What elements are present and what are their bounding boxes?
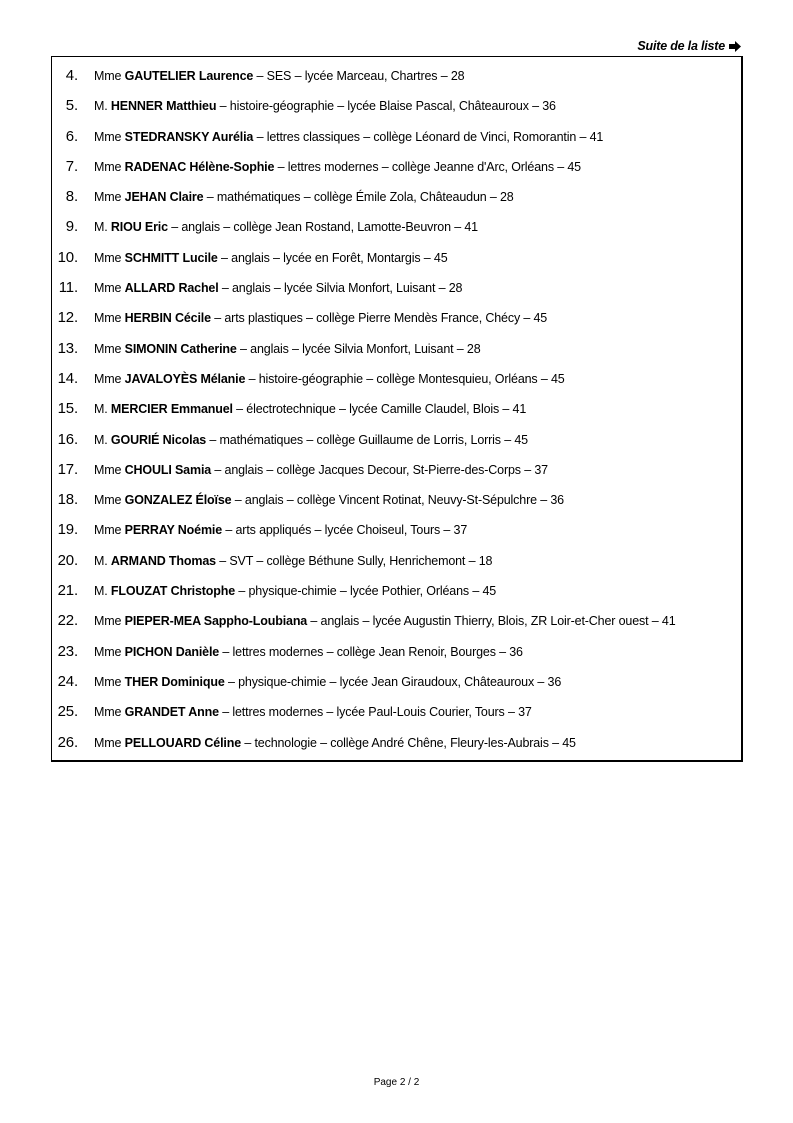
item-number: 8.: [65, 188, 78, 206]
person-details: – arts plastiques – collège Pierre Mendès France, Chécy – 45: [210, 311, 548, 326]
person-name: JEHAN Claire: [124, 190, 204, 205]
list-item: [52, 99, 741, 129]
continued-text: Suite de la liste: [637, 39, 725, 53]
item-entry: [94, 614, 676, 628]
item-number: 18.: [57, 491, 78, 509]
list-item: [52, 220, 741, 250]
person-name: RADENAC Hélène-Sophie: [124, 159, 275, 174]
item-number: 4.: [65, 67, 78, 84]
person-details: – mathématiques – collège Émile Zola, Châteaudun – 28: [203, 190, 514, 205]
item-number: 13.: [57, 339, 78, 357]
person-name: HENNER Matthieu: [110, 99, 217, 114]
item-entry: [94, 220, 478, 234]
person-details: – anglais – collège Jacques Decour, St-Pierre-des-Corps – 37: [211, 462, 548, 477]
person-details: – électrotechnique – lycée Camille Claudel, Blois – 41: [232, 402, 527, 417]
item-number: 19.: [57, 521, 78, 539]
list-item: [52, 705, 741, 735]
person-details: – histoire-géographie – collège Montesquieu, Orléans – 45: [245, 371, 565, 386]
item-entry: [94, 493, 564, 507]
list-box: [51, 56, 743, 762]
person-details: – anglais – collège Vincent Rotinat, Neuvy-St-Sépulchre – 36: [231, 493, 564, 508]
person-details: – mathématiques – collège Guillaume de Lorris, Lorris – 45: [206, 432, 528, 447]
person-details: – anglais – lycée en Forêt, Montargis – 45: [217, 250, 448, 265]
person-title: M.: [94, 553, 108, 568]
person-name: PIEPER-MEA Sappho-Loubiana: [124, 614, 308, 629]
list-item: [52, 281, 741, 311]
item-entry: [94, 523, 467, 537]
person-title: Mme: [94, 705, 122, 720]
item-number: 21.: [57, 582, 78, 600]
item-number: 16.: [57, 430, 78, 448]
list-item: [52, 248, 741, 281]
list-item: [52, 614, 741, 644]
item-number: 9.: [65, 218, 78, 236]
person-title: M.: [94, 402, 108, 417]
list-item: [52, 430, 741, 463]
item-number: 22.: [57, 612, 78, 630]
person-details: – arts appliqués – lycée Choiseul, Tours – 37: [222, 523, 468, 538]
list-item: [52, 523, 741, 553]
person-name: PELLOUARD Céline: [124, 735, 242, 750]
person-title: Mme: [94, 674, 122, 689]
item-entry: [94, 463, 548, 477]
person-name: THER Dominique: [124, 674, 225, 689]
item-entry: [94, 311, 547, 325]
person-details: – lettres modernes – collège Jeanne d'Arc, Orléans – 45: [274, 159, 581, 174]
person-title: Mme: [94, 311, 122, 326]
item-entry: [94, 402, 526, 416]
person-details: – anglais – lycée Silvia Monfort, Luisant – 28: [236, 341, 481, 356]
appointee-list: [52, 69, 741, 766]
list-item: [52, 311, 741, 341]
list-item: [52, 642, 741, 675]
person-name: CHOULI Samia: [124, 462, 212, 477]
person-details: – physique-chimie – lycée Jean Giraudoux, Châteauroux – 36: [224, 674, 562, 689]
item-entry: [94, 130, 603, 144]
person-name: GRANDET Anne: [124, 705, 219, 720]
item-entry: [94, 99, 556, 113]
person-name: RIOU Eric: [110, 220, 168, 235]
item-number: 6.: [65, 127, 78, 145]
list-item: [52, 69, 741, 99]
item-number: 25.: [57, 703, 78, 721]
item-number: 10.: [57, 248, 78, 266]
list-item: [52, 402, 741, 432]
person-title: Mme: [94, 281, 122, 296]
item-number: 23.: [57, 642, 78, 660]
person-name: SCHMITT Lucile: [124, 250, 218, 265]
person-title: Mme: [94, 644, 122, 659]
list-item: [52, 127, 741, 160]
person-title: M.: [94, 432, 108, 447]
item-entry: [94, 251, 448, 265]
person-details: – lettres modernes – collège Jean Renoir, Bourges – 36: [219, 644, 523, 659]
continued-label: [637, 39, 741, 53]
item-entry: [94, 372, 565, 386]
person-details: – SVT – collège Béthune Sully, Henrichemont – 18: [215, 553, 493, 568]
item-entry: [94, 281, 462, 295]
person-title: M.: [94, 99, 108, 114]
person-name: ARMAND Thomas: [110, 553, 216, 568]
person-details: – anglais – lycée Augustin Thierry, Blois, ZR Loir-et-Cher ouest – 41: [307, 614, 676, 629]
item-entry: [94, 736, 576, 750]
item-number: 20.: [57, 551, 78, 569]
list-item: [52, 339, 741, 372]
item-number: 26.: [57, 733, 78, 751]
list-item: [52, 493, 741, 523]
item-entry: [94, 160, 581, 174]
person-title: Mme: [94, 129, 122, 144]
item-number: 11.: [58, 279, 78, 297]
item-entry: [94, 554, 492, 568]
item-entry: [94, 645, 523, 659]
item-entry: [94, 705, 532, 719]
person-details: – anglais – lycée Silvia Monfort, Luisant – 28: [218, 281, 463, 296]
list-item: [52, 584, 741, 614]
person-title: Mme: [94, 462, 122, 477]
item-number: 15.: [57, 400, 78, 418]
person-title: Mme: [94, 341, 122, 356]
list-item: [52, 157, 741, 190]
item-number: 14.: [57, 369, 78, 387]
person-details: – physique-chimie – lycée Pothier, Orléans – 45: [235, 584, 497, 599]
item-entry: [94, 69, 464, 83]
list-item: [52, 190, 741, 220]
person-name: GAUTELIER Laurence: [124, 69, 254, 83]
person-name: SIMONIN Catherine: [124, 341, 237, 356]
person-name: HERBIN Cécile: [124, 311, 211, 326]
list-item: [52, 672, 741, 705]
person-title: Mme: [94, 735, 122, 750]
item-number: 5.: [65, 97, 78, 115]
item-number: 24.: [57, 672, 78, 690]
item-entry: [94, 433, 528, 447]
list-item: [52, 460, 741, 493]
person-name: ALLARD Rachel: [124, 281, 219, 296]
item-entry: [94, 584, 496, 598]
person-name: PERRAY Noémie: [124, 523, 223, 538]
person-title: Mme: [94, 493, 122, 508]
person-name: STEDRANSKY Aurélia: [124, 129, 254, 144]
list-item: [52, 369, 741, 402]
person-details: – SES – lycée Marceau, Chartres – 28: [253, 69, 465, 83]
item-number: 7.: [65, 157, 78, 175]
person-name: MERCIER Emmanuel: [110, 402, 233, 417]
person-name: GONZALEZ Éloïse: [124, 493, 232, 508]
person-name: FLOUZAT Christophe: [110, 584, 236, 599]
item-entry: [94, 190, 514, 204]
item-entry: [94, 342, 481, 356]
person-title: M.: [94, 584, 108, 599]
person-details: – technologie – collège André Chêne, Fleury-les-Aubrais – 45: [241, 735, 576, 750]
item-entry: [94, 675, 561, 689]
person-title: Mme: [94, 371, 122, 386]
person-details: – histoire-géographie – lycée Blaise Pascal, Châteauroux – 36: [216, 99, 556, 114]
person-name: GOURIÉ Nicolas: [110, 432, 207, 447]
person-title: Mme: [94, 523, 122, 538]
page-number: Page 2 / 2: [373, 1077, 420, 1088]
person-name: PICHON Danièle: [124, 644, 220, 659]
person-details: – lettres classiques – collège Léonard de Vinci, Romorantin – 41: [253, 129, 604, 144]
person-title: Mme: [94, 69, 122, 83]
person-title: Mme: [94, 159, 122, 174]
item-number: 17.: [57, 460, 78, 478]
item-number: 12.: [57, 309, 78, 327]
person-title: M.: [94, 220, 108, 235]
list-item: [52, 551, 741, 584]
person-title: Mme: [94, 250, 122, 265]
person-name: JAVALOYÈS Mélanie: [124, 371, 246, 386]
person-details: – lettres modernes – lycée Paul-Louis Courier, Tours – 37: [218, 705, 532, 720]
person-title: Mme: [94, 614, 122, 629]
person-details: – anglais – collège Jean Rostand, Lamotte-Beuvron – 41: [167, 220, 478, 235]
arrow-right-icon: [729, 41, 741, 52]
person-title: Mme: [94, 190, 122, 205]
list-item: [52, 733, 741, 766]
